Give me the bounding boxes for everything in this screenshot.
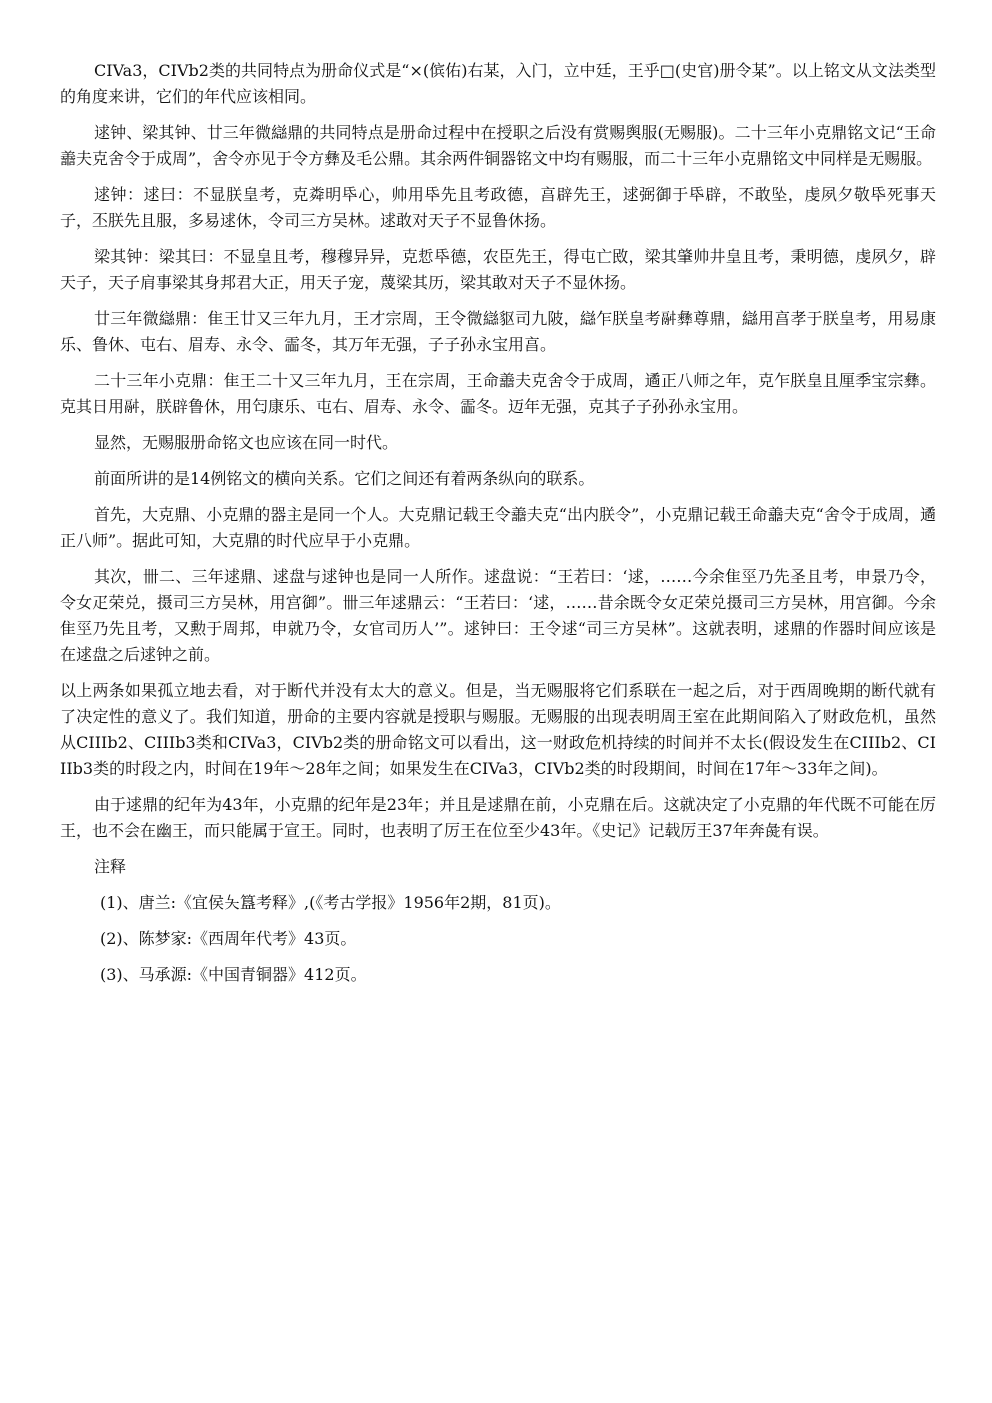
paragraph-3: 逑钟：逑曰：不显朕皇考，克粦明氒心，帅用氒先且考政德，亯辟先王，逑弼御于氒辟，不敢坠，虔夙夕敬氒死事天子，丕朕先且服，多易逑休，令司三方吴林。逑敢对天子不显鲁休扬。 (60, 185, 936, 230)
document-page (60, 58, 936, 998)
paragraph-4: 梁其钟：梁其曰：不显皇且考，穆穆异异，克悊氒德，农臣先王，得屯亡敃，梁其肇帅井皇且考，秉明德，虔夙夕，辟天子，天子肩事梁其身邦君大正，用天子宠，蔑梁其历，梁其敢对天子不显休扬。 (60, 247, 936, 292)
note-3: (3)、马承源:《中国青铜器》412页。 (100, 965, 367, 984)
paragraph-6: 二十三年小克鼎：隹王二十又三年九月，王在宗周，王命譱夫克舍令于成周，遹正八师之年，克乍朕皇且厘季宝宗彝。克其日用𩰫，朕辟鲁休，用匄康乐、屯右、眉寿、永令、霝冬。迈年无强，克其子子孙孙永宝用。 (60, 371, 936, 416)
paragraph-2: 逑钟、梁其钟、廿三年微䜌鼎的共同特点是册命过程中在授职之后没有赏赐舆服(无赐服)。二十三年小克鼎铭文记“王命譱夫克舍令于成周”，舍令亦见于令方彝及毛公鼎。其余两件铜器铭文中均有赐服，而二十三年小克鼎铭文中同样是无赐服。 (60, 123, 936, 168)
paragraph-7: 显然，无赐服册命铭文也应该在同一时代。 (94, 433, 399, 452)
note-2: (2)、陈梦家:《西周年代考》43页。 (100, 929, 357, 948)
paragraph-10: 其次，卌二、三年逑鼎、逑盘与逑钟也是同一人所作。逑盘说：“王若曰：‘逑，……今余隹巠乃先圣且考，申景乃令，令女疋荣兑，摄司三方吴林，用宫御”。卌三年逑鼎云：“王若曰：‘逑，……昔余既令女疋荣兑摄司三方吴林，用宫御。今余隹巠乃先且考，又勲于周邦，申就乃令，女官司历人’”。逑钟曰：王令逑“司三方吴林”。这就表明，逑鼎的作器时间应该是在逑盘之后逑钟之前。 (60, 567, 936, 664)
paragraph-12: 由于逑鼎的纪年为43年，小克鼎的纪年是23年；并且是逑鼎在前，小克鼎在后。这就决定了小克鼎的年代既不可能在厉王，也不会在幽王，而只能属于宣王。同时，也表明了厉王在位至少43年。《史记》记载厉王37年奔彘有误。 (60, 795, 936, 840)
paragraph-8: 前面所讲的是14例铭文的横向关系。它们之间还有着两条纵向的联系。 (94, 469, 595, 488)
paragraph-5: 廿三年微䜌鼎：隹王廿又三年九月，王才宗周，王令微䜌䝙司九陂，䜌乍朕皇考𩰫彝尊鼎，䜌用亯孝于朕皇考，用易康乐、鲁休、屯右、眉寿、永令、霝冬，其万年无强，子子孙永宝用亯。 (60, 309, 936, 354)
paragraph-1: CIVa3，CIVb2类的共同特点为册命仪式是“×(傧佑)右某，入门，立中廷，王乎□(史官)册令某”。以上铭文从文法类型的角度来讲，它们的年代应该相同。 (60, 61, 936, 106)
paragraph-9: 首先，大克鼎、小克鼎的器主是同一个人。大克鼎记载王令譱夫克“出内朕令”，小克鼎记载王命譱夫克“舍令于成周，遹正八师”。据此可知，大克鼎的时代应早于小克鼎。 (60, 505, 936, 550)
notes-heading: 注释 (94, 857, 127, 876)
note-1: (1)、唐兰:《宜侯夨簋考释》,(《考古学报》1956年2期，81页)。 (100, 893, 561, 912)
paragraph-11: 以上两条如果孤立地去看，对于断代并没有太大的意义。但是，当无赐服将它们系联在一起之后，对于西周晚期的断代就有了决定性的意义了。我们知道，册命的主要内容就是授职与赐服。无赐服的出现表明周王室在此期间陷入了财政危机，虽然从CIIIb2、CIIIb3类和CIVa3，CIVb2类的册命铭文可以看出，这一财政危机持续的时间并不太长(假设发生在CIIIb2、CIIIb3类的时段之内，时间在19年～28年之间；如果发生在CIVa3，CIVb2类的时段期间，时间在17年～33年之间)。 (60, 681, 936, 778)
